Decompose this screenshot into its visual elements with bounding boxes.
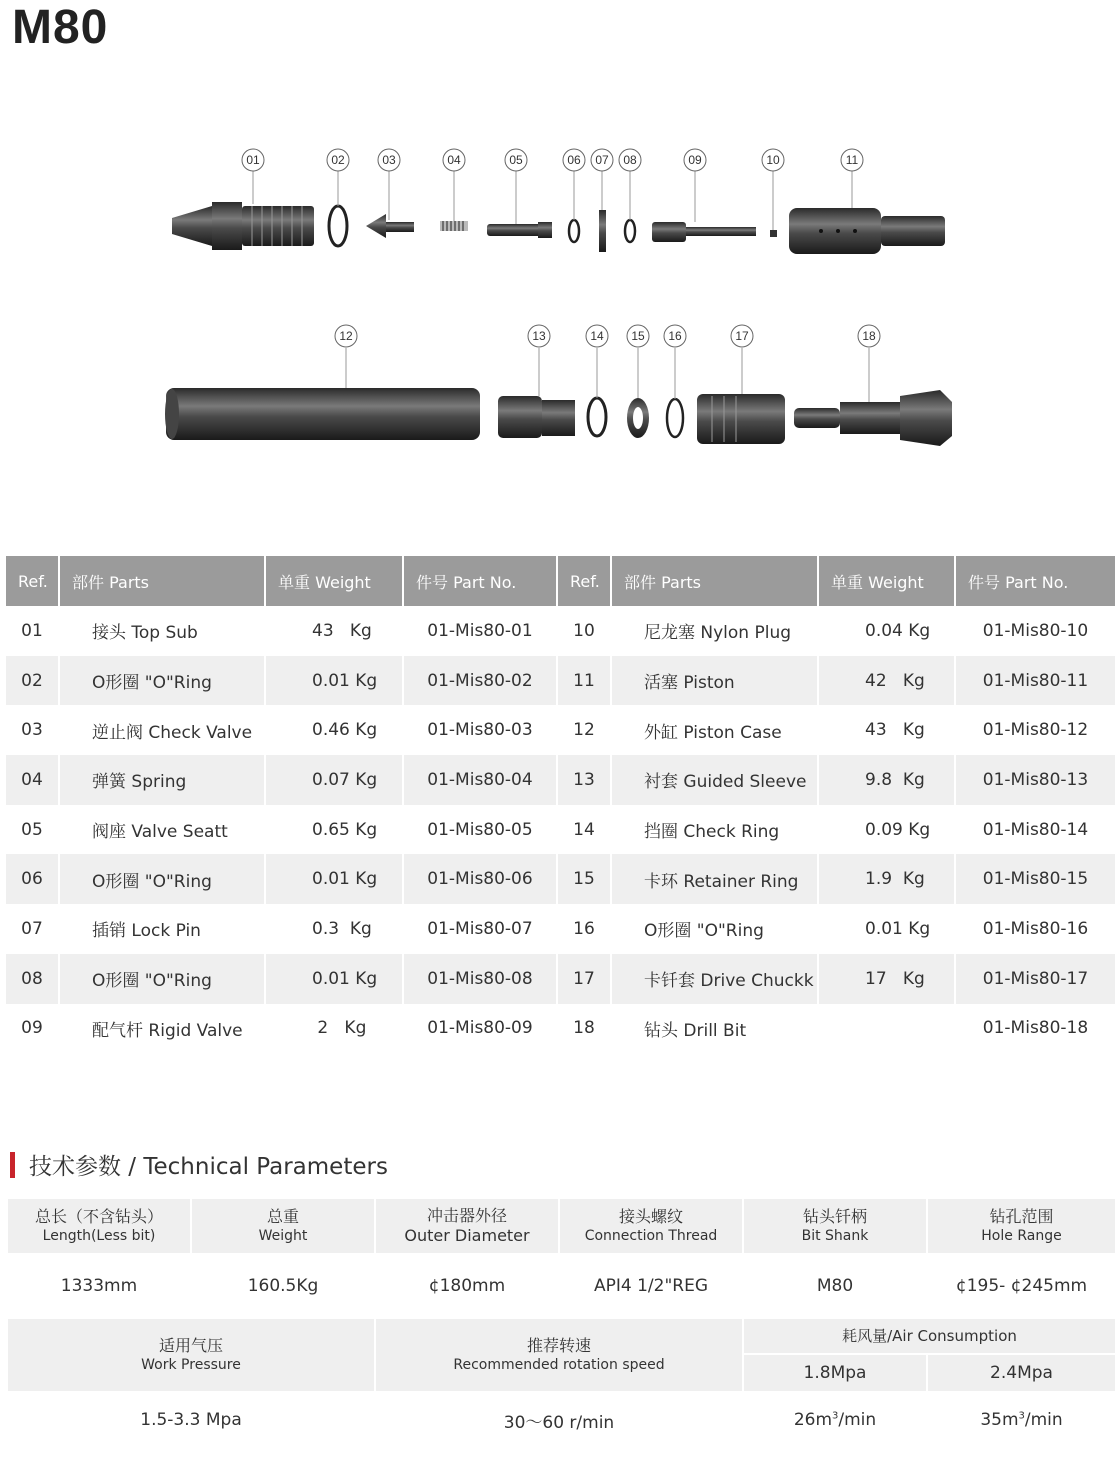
header-part-no: 件号 Part No.: [403, 556, 557, 606]
ref-cell: 07: [6, 904, 59, 954]
weight-cell: 0.46 Kg: [265, 705, 403, 755]
weight-cell: 43 Kg: [265, 606, 403, 656]
part-name-cell: 卡钎套 Drive Chuckk: [611, 954, 818, 1004]
part-09-rigid-valve: [652, 222, 756, 242]
callout-label: 09: [688, 153, 702, 167]
parts-table-row: [6, 854, 1115, 904]
technical-parameters-table: [6, 1197, 1117, 1449]
part-name-cell: O形圈 "O"Ring: [59, 854, 265, 904]
part-name-cell: 插销 Lock Pin: [59, 904, 265, 954]
weight-cell: 0.3 Kg: [265, 904, 403, 954]
ref-cell: 06: [6, 854, 59, 904]
weight-cell: 43 Kg: [818, 705, 955, 755]
weight-cell: 9.8 Kg: [818, 755, 955, 805]
parts-table-row: [6, 954, 1115, 1004]
tech-header-row-2: [7, 1318, 1116, 1354]
part-10-nylon-plug: [770, 230, 777, 237]
weight-cell: 2 Kg: [265, 1004, 403, 1054]
part-name-cell: 接头 Top Sub: [59, 606, 265, 656]
weight-cell: 17 Kg: [818, 954, 955, 1004]
part-name-cell: 挡圈 Check Ring: [611, 805, 818, 855]
part-12-piston-case: [165, 388, 480, 440]
part-16-o-ring: [667, 399, 683, 437]
tech-header-air-1-8mpa: 1.8Mpa: [743, 1354, 927, 1392]
part-08-o-ring: [625, 220, 635, 242]
weight-cell: 0.09 Kg: [818, 805, 955, 855]
tech-header-hole-range: 钻孔范围 Hole Range: [927, 1198, 1116, 1254]
tech-header-rotation-speed: 推荐转速 Recommended rotation speed: [375, 1318, 743, 1392]
part-no-cell: 01-Mis80-05: [403, 805, 557, 855]
parts-table-row: [6, 606, 1115, 656]
parts-table-header: [6, 556, 1115, 606]
header-parts: 部件 Parts: [611, 556, 818, 606]
part-name-cell: O形圈 "O"Ring: [611, 904, 818, 954]
part-no-cell: 01-Mis80-18: [982, 1018, 1089, 1039]
part-no-cell: 01-Mis80-11: [955, 656, 1115, 706]
ref-cell: 14: [557, 805, 611, 855]
part-no-cell: 01-Mis80-10: [982, 620, 1089, 641]
part-name-cell: 衬套 Guided Sleeve: [611, 755, 818, 805]
tech-value-work-pressure: 1.5-3.3 Mpa: [7, 1392, 375, 1448]
part-no-cell: 01-Mis80-15: [955, 854, 1115, 904]
tech-values-row-2: [7, 1392, 1116, 1448]
callout-label: 16: [668, 329, 682, 343]
part-no-cell: 01-Mis80-17: [955, 954, 1115, 1004]
tech-header-bit-shank: 钻头钎柄 Bit Shank: [743, 1198, 927, 1254]
exploded-parts-diagram: [0, 120, 1120, 480]
callout-label: 11: [845, 153, 859, 167]
callout-label: 15: [631, 329, 645, 343]
part-name-cell: 尼龙塞 Nylon Plug: [611, 606, 818, 656]
header-parts: 部件 Parts: [59, 556, 265, 606]
part-17-drive-chuck: [697, 394, 785, 444]
ref-cell: 13: [557, 755, 611, 805]
tech-value-weight: 160.5Kg: [191, 1254, 375, 1318]
part-no-cell: 01-Mis80-02: [403, 656, 557, 706]
section-title: 技术参数 / Technical Parameters: [29, 1154, 388, 1180]
part-no-cell: 01-Mis80-08: [403, 954, 557, 1004]
part-name-cell: 逆止阀 Check Valve: [59, 705, 265, 755]
ref-cell: 16: [557, 904, 611, 954]
part-02-o-ring: [329, 206, 347, 246]
part-11-piston: [789, 208, 945, 254]
tech-header-connection-thread: 接头螺纹 Connection Thread: [559, 1198, 743, 1254]
ref-cell: 15: [557, 854, 611, 904]
weight-cell: 0.01 Kg: [265, 954, 403, 1004]
parts-table-row: [6, 904, 1115, 954]
callouts-row1: [242, 149, 863, 171]
ref-cell: 17: [557, 954, 611, 1004]
part-no-cell: 01-Mis80-14: [982, 819, 1089, 840]
callout-label: 18: [862, 329, 876, 343]
tech-value-outer-diameter: ¢180mm: [375, 1254, 559, 1318]
weight-cell: 42 Kg: [818, 656, 955, 706]
header-part-no: 件号 Part No.: [955, 556, 1115, 606]
ref-cell: 11: [557, 656, 611, 706]
callout-label: 12: [339, 329, 353, 343]
weight-cell: 0.01 Kg: [265, 854, 403, 904]
part-no-cell: 01-Mis80-12: [982, 720, 1089, 741]
part-07-lock-pin: [599, 210, 606, 252]
callout-label: 10: [766, 153, 780, 167]
callout-label: 04: [447, 153, 461, 167]
part-no-cell: 01-Mis80-07: [403, 904, 557, 954]
part-name-cell: 弹簧 Spring: [59, 755, 265, 805]
part-name-cell: 活塞 Piston: [611, 656, 818, 706]
weight-cell: 0.65 Kg: [265, 805, 403, 855]
callout-label: 14: [590, 329, 604, 343]
weight-cell: 0.07 Kg: [265, 755, 403, 805]
part-05-valve-seat: [487, 222, 552, 238]
part-14-check-ring: [588, 398, 606, 436]
ref-cell: 03: [6, 705, 59, 755]
tech-values-row-1: [7, 1254, 1116, 1318]
parts-table-row: [6, 805, 1115, 855]
page-title: M80: [12, 1, 109, 54]
tech-value-hole-range: ¢195- ¢245mm: [927, 1254, 1116, 1318]
tech-header-row-1: [7, 1198, 1116, 1254]
part-04-spring: [440, 221, 468, 231]
tech-value-air-2-4mpa: $35m^3/\min$: [927, 1392, 1116, 1448]
weight-cell: 0.01 Kg: [818, 904, 955, 954]
ref-cell: 08: [6, 954, 59, 1004]
callout-label: 17: [735, 329, 749, 343]
tech-value-connection-thread: API4 1/2"REG: [559, 1254, 743, 1318]
part-name-cell: 阀座 Valve Seatt: [59, 805, 265, 855]
parts-table: [6, 556, 1115, 1053]
weight-cell: [818, 1004, 955, 1054]
part-name-cell: 外缸 Piston Case: [611, 705, 818, 755]
ref-cell: 04: [6, 755, 59, 805]
ref-cell: 10: [557, 606, 611, 656]
header-ref: Ref.: [557, 556, 611, 606]
callouts-row2: [335, 325, 880, 347]
callout-label: 06: [567, 153, 581, 167]
callout-label: 01: [246, 153, 260, 167]
part-01-top-sub: [172, 202, 314, 250]
tech-header-outer-diameter: 冲击器外径 Outer Diameter: [375, 1198, 559, 1254]
part-no-cell: 01-Mis80-06: [403, 854, 557, 904]
parts-table-row: [6, 656, 1115, 706]
part-no-cell: 01-Mis80-09: [403, 1004, 557, 1054]
part-name-cell: 钻头 Drill Bit: [611, 1004, 818, 1054]
part-no-cell: 01-Mis80-13: [955, 755, 1115, 805]
tech-header-air-consumption: 耗风量/Air Consumption: [743, 1318, 1116, 1354]
weight-cell: 0.01 Kg: [265, 656, 403, 706]
part-no-cell: 01-Mis80-01: [403, 606, 557, 656]
weight-cell: 0.04 Kg: [818, 606, 955, 656]
tech-value-length: 1333mm: [7, 1254, 191, 1318]
callout-label: 02: [331, 153, 345, 167]
ref-cell: 09: [6, 1004, 59, 1054]
tech-header-air-2-4mpa: 2.4Mpa: [927, 1354, 1116, 1392]
part-03-check-valve: [366, 214, 414, 238]
callout-label: 05: [509, 153, 523, 167]
parts-table-row: [6, 705, 1115, 755]
header-weight: 单重 Weight: [818, 556, 955, 606]
tech-header-length: 总长（不含钻头） Length(Less bit): [7, 1198, 191, 1254]
part-no-cell: 01-Mis80-16: [982, 918, 1089, 939]
callout-label: 07: [595, 153, 609, 167]
callout-leaders: [253, 171, 869, 402]
part-no-cell: 01-Mis80-04: [403, 755, 557, 805]
tech-value-rotation-speed: 30～60 r/min: [375, 1392, 743, 1448]
part-name-cell: 卡环 Retainer Ring: [611, 854, 818, 904]
ref-cell: 18: [557, 1004, 611, 1054]
part-15-retainer-ring: [627, 398, 649, 438]
parts-table-row: [6, 1004, 1115, 1054]
tech-value-bit-shank: M80: [743, 1254, 927, 1318]
ref-cell: 05: [6, 805, 59, 855]
tech-header-weight: 总重 Weight: [191, 1198, 375, 1254]
part-18-drill-bit: [794, 390, 952, 446]
callout-label: 03: [382, 153, 396, 167]
weight-cell: 1.9 Kg: [818, 854, 955, 904]
callout-label: 08: [623, 153, 637, 167]
part-name-cell: O形圈 "O"Ring: [59, 954, 265, 1004]
header-ref: Ref.: [6, 556, 59, 606]
tech-value-air-1-8mpa: $26m^3/\min$: [743, 1392, 927, 1448]
callout-label: 13: [532, 329, 546, 343]
part-no-cell: 01-Mis80-03: [403, 705, 557, 755]
part-13-guided-sleeve: [498, 396, 575, 438]
parts-table-row: [6, 755, 1115, 805]
header-weight: 单重 Weight: [265, 556, 403, 606]
ref-cell: 02: [6, 656, 59, 706]
ref-cell: 01: [6, 606, 59, 656]
ref-cell: 12: [557, 705, 611, 755]
tech-header-work-pressure: 适用气压 Work Pressure: [7, 1318, 375, 1392]
exploded-parts-svg: [0, 120, 1120, 480]
part-name-cell: O形圈 "O"Ring: [59, 656, 265, 706]
part-06-o-ring: [569, 220, 579, 242]
part-name-cell: 配气杆 Rigid Valve: [59, 1004, 265, 1054]
section-accent-bar: [10, 1152, 15, 1178]
